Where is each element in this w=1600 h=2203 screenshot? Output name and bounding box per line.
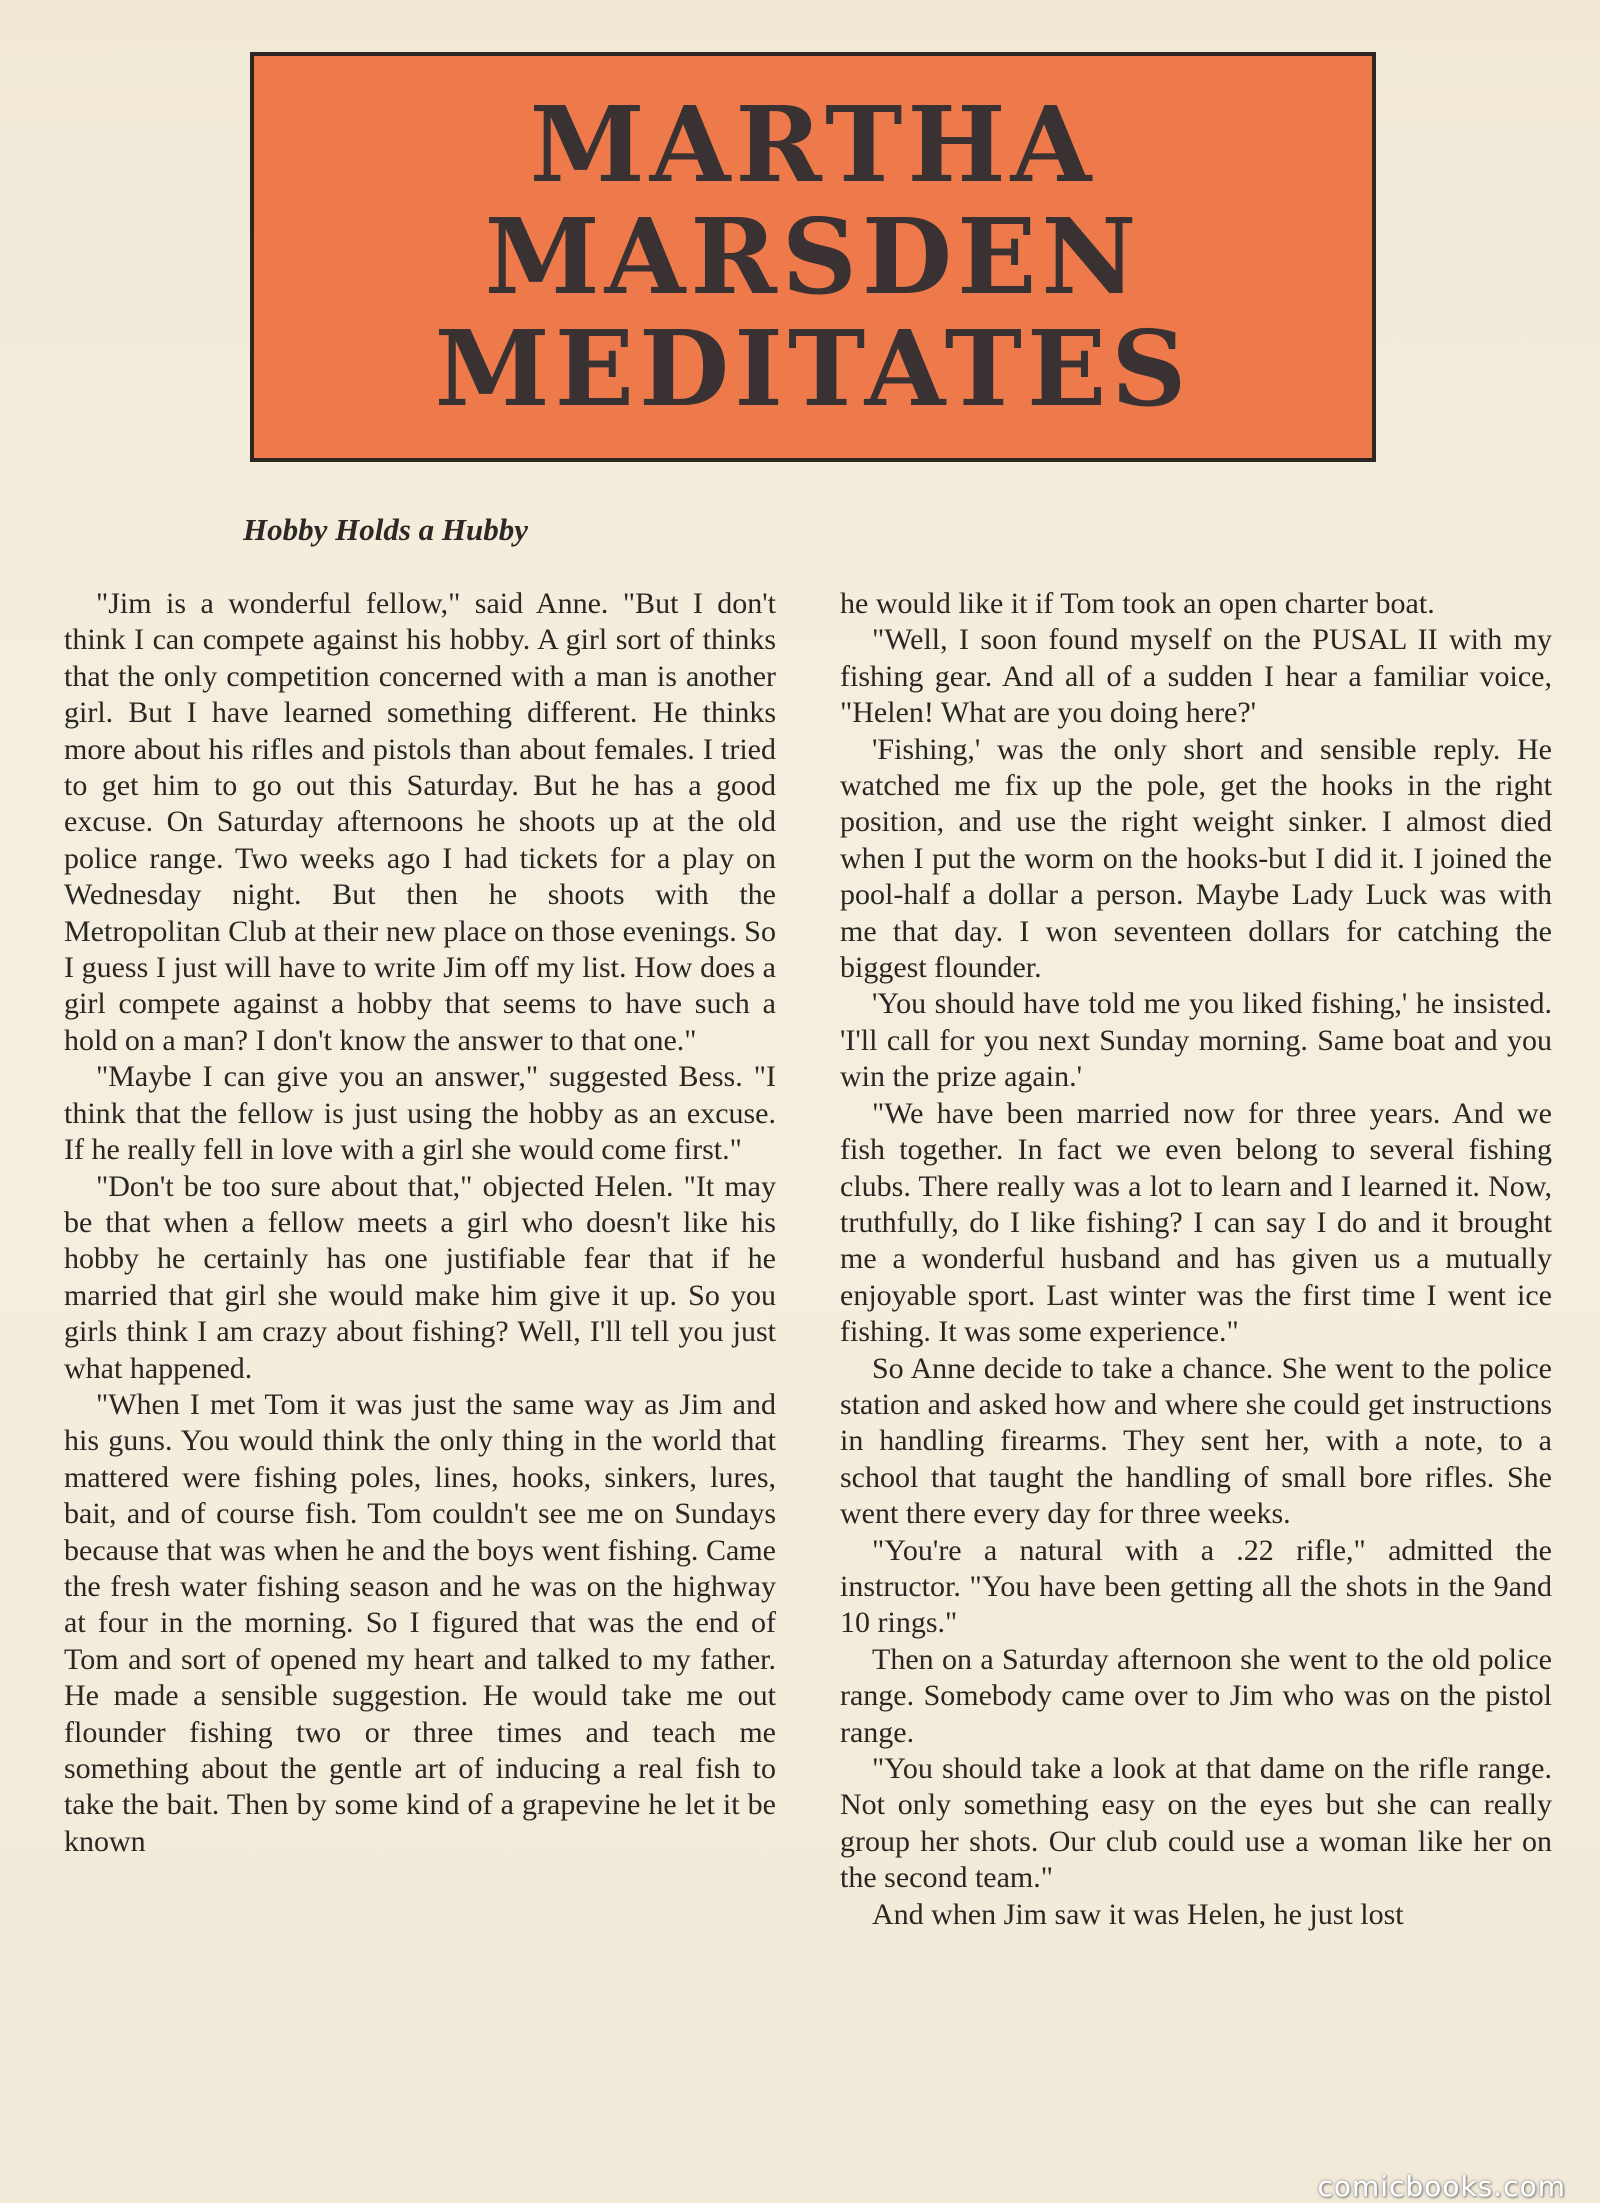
article-subtitle: Hobby Holds a Hubby — [243, 512, 529, 547]
right-paragraph: he would like it if Tom took an open charter boat. — [840, 587, 1435, 620]
right-paragraph: "Well, I soon found myself on the PUSAL II with my fishing gear. And all of a sudden I hear a familiar voice, "Helen! What are you doing here?' — [840, 623, 1552, 730]
right-paragraph: "We have been married now for three years. And we fish together. In fact we even belong to several fishing clubs. There really was a lot to learn and I learned it. Now, truthfully, do I like fishing? I can say I do and it brought me a wonderful husband and has given us a mutually enjoyable sport. Last winter was the first time I went ice fishing. It was some experience." — [840, 1096, 1552, 1349]
right-paragraph: "You're a natural with a .22 rifle," admitted the instructor. "You have been getting all the shots in the 9and 10 rings." — [840, 1533, 1552, 1640]
left-paragraph: "Jim is a wonderful fellow," said Anne. "But I don't think I can compete against his hobby. A girl sort of thinks that the only competition concerned with a man is another girl. But I have learned something different. He thinks more about his rifles and pistols than about females. I tried to get him to go out this Saturday. But he has a good excuse. On Saturday afternoons he shoots up at the old police range. Two weeks ago I had tickets for a play on Wednesday night. But then he shoots with the Metropolitan Club at their new place on those evenings. So I guess I just will have to write Jim off my list. How does a girl compete against a hobby that seems to have such a hold on a man? I don't know the answer to that one." — [64, 587, 776, 1057]
title-banner — [250, 52, 1376, 462]
right-paragraph: So Anne decide to take a chance. She went to the police station and asked how and where she could get instructions in handling firearms. They sent her, with a note, to a school that taught the handling of small bore rifles. She went there every day for three weeks. — [840, 1351, 1552, 1531]
right-paragraph: And when Jim saw it was Helen, he just lost — [872, 1897, 1404, 1931]
left-paragraph: "Don't be too sure about that," objected Helen. "It may be that when a fellow meets a girl who doesn't like his hobby he certainly has one justifiable fear that if he married that girl she would make him give it up. So you girls think I am crazy about fishing? Well, I'll tell you just what happened. — [64, 1169, 776, 1385]
right-paragraph: Then on a Saturday afternoon she went to the old police range. Somebody came over to Jim who was on the pistol range. — [840, 1642, 1552, 1749]
title-line-2: MARSDEN — [484, 195, 1142, 318]
site-watermark: comicbooks.com — [1317, 2170, 1566, 2203]
left-paragraph: "Maybe I can give you an answer," suggested Bess. "I think that the fellow is just using the hobby as an excuse. If he really fell in love with a girl she would come first." — [64, 1060, 776, 1167]
left-column — [64, 586, 776, 1860]
right-column — [840, 586, 1552, 1933]
left-paragraph: "When I met Tom it was just the same way as Jim and his guns. You would think the only thing in the world that mattered were fishing poles, lines, hooks, sinkers, lures, bait, and of course fish. Tom couldn't see me on Sundays because that was when he and the boys went fishing. Came the fresh water fishing season and he was on the highway at four in the morning. So I figured that was the end of Tom and sort of opened my heart and talked to my father. He made a sensible suggestion. He would take me out flounder fishing two or three times and teach me something about the gentle art of inducing a real fish to take the bait. Then by some kind of a grapevine he let it be known — [64, 1387, 776, 1858]
right-paragraph: 'You should have told me you liked fishing,' he insisted. 'I'll call for you next Sunday morning. Same boat and you win the prize again.' — [840, 987, 1552, 1094]
right-paragraph: 'Fishing,' was the only short and sensible reply. He watched me fix up the pole, get the hooks in the right position, and use the right weight sinker. I almost died when I put the worm on the hooks-but I did it. I joined the pool-half a dollar a person. Maybe Lady Luck was with me that day. I won seventeen dollars for catching the biggest flounder. — [840, 732, 1552, 985]
title-line-1: MARTHA — [529, 83, 1097, 206]
right-paragraph: "You should take a look at that dame on the rifle range. Not only something easy on the eyes but she can really group her shots. Our club could use a woman like her on the second team." — [840, 1752, 1552, 1895]
title-line-3: MEDITATES — [434, 307, 1192, 430]
